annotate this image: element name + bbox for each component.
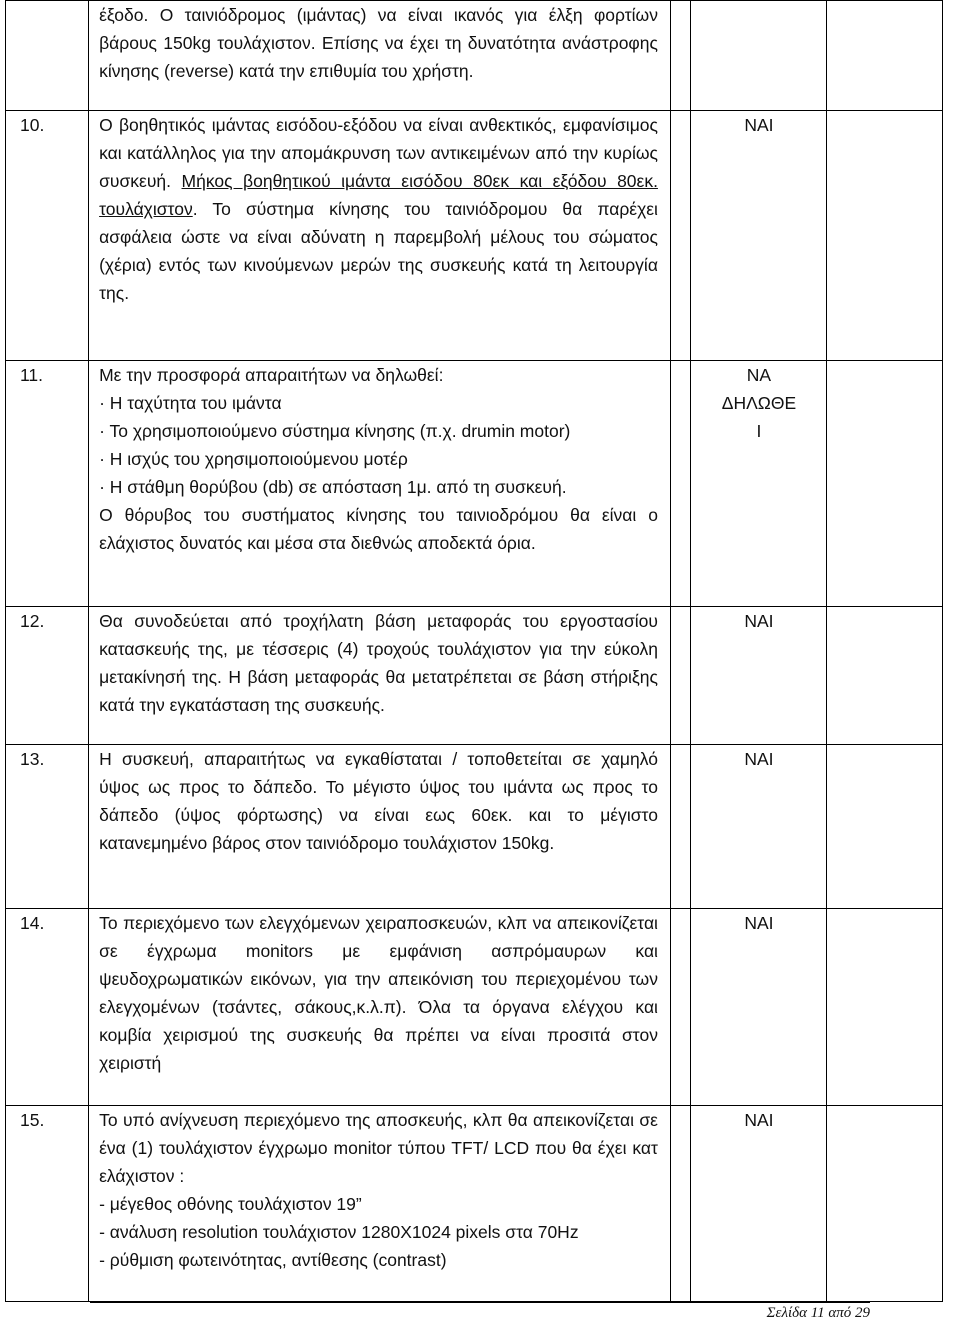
spacer-cell [670,361,691,607]
row-text [89,111,671,361]
row-text-before: Ο βοηθητικός ιμάντας εισόδου-εξόδου να είναι ανθεκτικός, εμφανίσιμος και κατάλληλος για την απομάκρυνση των αντικειμένων από την κυρίως συσκευή. [99,115,658,191]
spacer-cell [670,745,691,909]
list-item: - μέγεθος οθόνης τουλάχιστον 19” [99,1194,362,1214]
row-answer: ΝΑΙ [691,1106,827,1302]
table-row [6,745,943,909]
row-answer: ΝΑΙ [691,909,827,1106]
empty-cell [827,909,943,1106]
row-text [89,361,671,607]
row-answer [691,1,827,111]
table-row [6,1,943,111]
answer-line: Ι [756,421,762,441]
empty-cell [827,745,943,909]
row-number [6,1,89,111]
spacer-cell [670,1106,691,1302]
row-answer [691,361,827,607]
empty-cell [827,1,943,111]
row-intro: Με την προσφορά απαραιτήτων να δηλωθεί: [99,365,444,385]
row-text: Θα συνοδεύεται από τροχήλατη βάση μεταφοράς του εργοστασίου κατασκευής της, με τέσσερις (4) τροχούς τουλάχιστον για την εύκολη μετακίνησή της. Η βάση μεταφοράς θα μετατρέπεται σε βάση στήριξης κατά την εγκατάσταση της συσκευής. [89,607,671,745]
row-answer: ΝΑΙ [691,607,827,745]
row-text [89,1,671,111]
empty-cell [827,1106,943,1302]
table-row [6,909,943,1106]
row-number: 12. [6,607,89,745]
list-item: - ρύθμιση φωτεινότητας, αντίθεσης (contrast) [99,1250,447,1270]
row-answer: ΝΑΙ [691,111,827,361]
empty-cell [827,111,943,361]
table-row [6,111,943,361]
specification-table [5,0,943,1302]
row-outro: Ο θόρυβος του συστήματος κίνησης του ταινιοδρόμου θα είναι ο ελάχιστος δυνατός και μέσα στα διεθνώς αποδεκτά όρια. [99,505,658,553]
row-text-content: Το υπό ανίχνευση περιεχόμενο της αποσκευής, κλπ θα απεικονίζεται σε ένα (1) τουλάχιστον έγχρωμο monitor τύπου TFT/ LCD που θα έχει κατ ελάχιστον : [99,1110,658,1186]
row-answer: ΝΑΙ [691,745,827,909]
row-text: Το περιεχόμενο των ελεγχόμενων χειραποσκευών, κλπ να απεικονίζεται σε έγχρωμα monitors με εμφάνιση ασπρόμαυρων και ψευδοχρωματικών εικόνων, για την απεικόνιση του περιεχομένου των ελεγχομένων (τσάντες, σάκους,κ.λ.π). Όλα τα όργανα ελέγχου και κομβία χειρισμού της συσκευής θα πρέπει να είναι προσιτά στον χειριστή [89,909,671,1106]
row-text-content: έξοδο. Ο ταινιόδρομος (ιμάντας) να είναι ικανός για έλξη φορτίων βάρους 150kg τουλάχιστον. Επίσης να έχει τη δυνατότητα ανάστροφης κίνησης (reverse) κατά την επιθυμία του χρήστη. [99,5,658,81]
page-number: Σελίδα 11 από 29 [766,1305,870,1321]
row-text-underlined: Μήκος βοηθητικού ιμάντα εισόδου 80εκ και εξόδου 80εκ. τουλάχιστον [99,171,658,219]
table-row [6,607,943,745]
list-item: - ανάλυση resolution τουλάχιστον 1280X1024 pixels στα 70Hz [99,1222,579,1242]
bullet-item: · Η ισχύς του χρησιμοποιούμενου μοτέρ [99,449,408,469]
answer-line: ΔΗΛΩΘΕ [721,393,797,413]
spacer-cell [670,607,691,745]
footer-divider [90,1302,870,1303]
empty-cell [827,607,943,745]
row-number: 15. [6,1106,89,1302]
row-number: 11. [6,361,89,607]
empty-cell [827,361,943,607]
row-text [89,1106,671,1302]
table-row [6,1106,943,1302]
row-text-after: . Το σύστημα κίνησης του ταινιόδρομου θα παρέχει ασφάλεια ώστε να είναι αδύνατη η παρεμβολή μέλους του σώματος (χέρια) εντός των κινούμενων μερών της συσκευής κατά τη λειτουργία της. [99,199,658,303]
row-number: 10. [6,111,89,361]
row-number: 13. [6,745,89,909]
bullet-item: · Το χρησιμοποιούμενο σύστημα κίνησης (π.χ. drumin motor) [99,421,571,441]
spacer-cell [670,111,691,361]
row-number: 14. [6,909,89,1106]
bullet-item: · Η στάθμη θορύβου (db) σε απόσταση 1μ. από τη συσκευή. [99,477,567,497]
answer-line: ΝΑ [746,365,772,385]
spacer-cell [670,909,691,1106]
bullet-item: · Η ταχύτητα του ιμάντα [99,393,282,413]
spacer-cell [670,1,691,111]
row-text: Η συσκευή, απαραιτήτως να εγκαθίσταται / τοποθετείται σε χαμηλό ύψος ως προς το δάπεδο. Το μέγιστο ύψος του ιμάντα ως προς το δάπεδο (ύψος φόρτωσης) να είναι εως 60εκ. και το μέγιστο κατανεμημένο βάρος στον ταινιόδρομο τουλάχιστον 150kg. [89,745,671,909]
table-row [6,361,943,607]
